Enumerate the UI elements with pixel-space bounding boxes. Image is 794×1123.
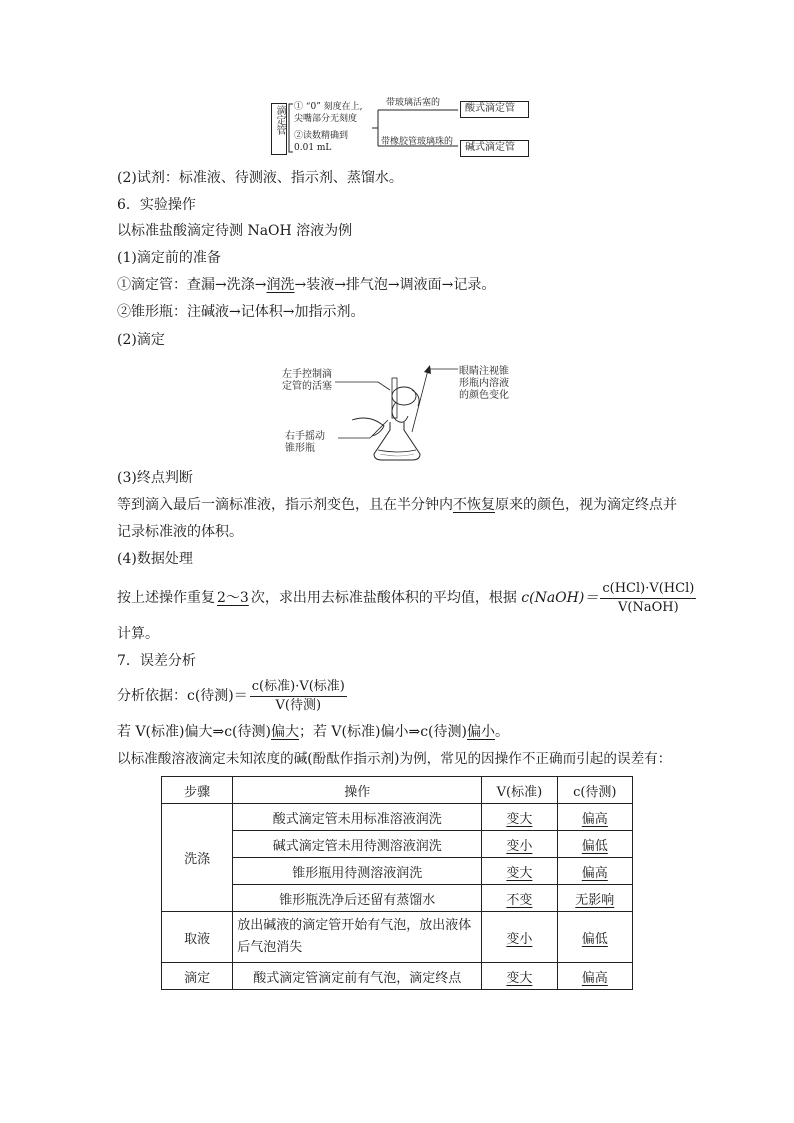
data-processing-line (117, 578, 698, 618)
c-cell: 偏低 (557, 912, 632, 963)
endpoint-1b: 不恢复 (453, 497, 495, 513)
feature2-line1: ②读数精确到 (294, 131, 349, 141)
c-cell: 偏高 (557, 858, 632, 885)
v-cell: 变小 (482, 912, 557, 963)
v-cell: 不变 (482, 885, 557, 912)
endpoint-1a: 等到滴入最后一滴标准液，指示剂变色，且在半分钟内 (117, 497, 453, 513)
feature1-line1: ① “0” 刻度在上, (294, 102, 363, 112)
titration-illustration (330, 360, 460, 465)
fig-label-left-top-2: 定管的活塞 (282, 381, 332, 392)
step-cell: 洗涤 (162, 804, 233, 912)
if-d: 偏小 (466, 724, 495, 740)
table-intro-line: 以标准酸溶液滴定未知浓度的碱(酚酞作指示剂)为例，常见的因操作不正确而引起的误差有： (117, 751, 672, 767)
operation-cell: 锥形瓶洗净后还留有蒸馏水 (233, 885, 482, 912)
table-row (162, 885, 633, 912)
header-v-standard: V(标准) (482, 777, 557, 804)
endpoint-line-2: 记录标准液的体积。 (117, 524, 243, 540)
v-cell: 变大 (482, 858, 557, 885)
fig-label-left-bottom-2: 锥形瓶 (285, 443, 315, 454)
reagents-line: (2)试剂：标准液、待测液、指示剂、蒸馏水。 (117, 170, 403, 186)
naoh-formula-lhs: c(NaOH)＝ (521, 590, 599, 606)
section6-heading: 6．实验操作 (117, 197, 196, 213)
header-c-sample: c(待测) (557, 777, 632, 804)
branch-bottom-label: 带橡胶管玻璃珠的 (381, 137, 454, 147)
data-a: 按上述操作重复 (117, 590, 215, 606)
if-c: ；若 V(标准)偏小⇒c(待测) (298, 724, 467, 740)
operation-cell: 酸式滴定管未用标准溶液润洗 (233, 804, 482, 831)
c-cell: 无影响 (557, 885, 632, 912)
naoh-formula-fraction (600, 581, 696, 616)
data-c: 次，求出用去标准盐酸体积的平均值，根据 (250, 590, 517, 606)
naoh-formula-den: V(NaOH) (618, 599, 679, 615)
burette-steps-b: 润洗 (266, 277, 295, 293)
endpoint-line-1 (117, 495, 677, 515)
header-operation: 操作 (233, 777, 482, 804)
titration-heading: (2)滴定 (117, 332, 165, 348)
diagram-root-label: 滴定管 (274, 105, 285, 135)
section7-heading: 7．误差分析 (117, 653, 196, 669)
basis-a: 分析依据： (117, 688, 187, 704)
operation-cell: 碱式滴定管未用待测溶液润洗 (233, 831, 482, 858)
operation-cell: 酸式滴定管滴定前有气泡，滴定终点 (233, 963, 482, 990)
branch-top-label: 带玻璃活塞的 (386, 98, 441, 108)
feature2-line2: 0.01 mL (294, 143, 332, 153)
table-row (162, 804, 633, 831)
burette-steps (117, 275, 495, 295)
v-cell: 变小 (482, 831, 557, 858)
table-row (162, 912, 633, 963)
if-b: 偏大 (270, 724, 299, 740)
basis-lhs: c(待测)＝ (187, 688, 248, 704)
fig-label-right-3: 的颜色变化 (459, 390, 509, 401)
v-cell: 变大 (482, 963, 557, 990)
basis-fraction (250, 679, 347, 714)
fig-label-right-1: 眼睛注视锥 (459, 366, 509, 377)
table-row (162, 831, 633, 858)
burette-steps-c: →装液→排气泡→调液面→记录。 (294, 277, 496, 293)
prep-heading: (1)滴定前的准备 (117, 250, 221, 266)
c-cell: 偏低 (557, 831, 632, 858)
fig-label-left-bottom-1: 右手摇动 (285, 431, 325, 442)
result-top-label: 酸式滴定管 (465, 103, 515, 114)
operation-cell: 放出碱液的滴定管开始有气泡，放出液体后气泡消失 (233, 912, 482, 963)
basis-den: V(待测) (275, 697, 322, 713)
v-cell: 变大 (482, 804, 557, 831)
fig-label-right-2: 形瓶内溶液 (459, 378, 509, 389)
basis-line (117, 676, 349, 716)
naoh-formula-num: c(HCl)·V(HCl) (600, 581, 696, 599)
example-line: 以标准盐酸滴定待测 NaOH 溶液为例 (117, 223, 353, 239)
c-cell: 偏高 (557, 963, 632, 990)
flask-steps: ②锥形瓶：注碱液→记体积→加指示剂。 (117, 304, 365, 320)
table-row (162, 963, 633, 990)
table-row (162, 858, 633, 885)
if-a: 若 V(标准)偏大⇒c(待测) (117, 724, 271, 740)
endpoint-heading: (3)终点判断 (117, 470, 193, 486)
data-heading: (4)数据处理 (117, 551, 193, 567)
basis-num: c(标准)·V(标准) (250, 679, 347, 697)
data-b: 2～3 (217, 590, 249, 606)
endpoint-1c: 原来的颜色，视为滴定终点并 (495, 497, 677, 513)
feature1-line2: 尖嘴部分无刻度 (294, 114, 358, 124)
burette-steps-a: ①滴定管：查漏→洗涤→ (117, 277, 267, 293)
error-analysis-table (161, 776, 633, 990)
deviation-rule-line (117, 722, 509, 742)
step-cell: 取液 (162, 912, 233, 963)
operation-cell: 锥形瓶用待测溶液润洗 (233, 858, 482, 885)
step-cell: 滴定 (162, 963, 233, 990)
c-cell: 偏高 (557, 804, 632, 831)
header-step: 步骤 (162, 777, 233, 804)
fig-label-left-top-1: 左手控制滴 (282, 369, 332, 380)
result-bottom-label: 碱式滴定管 (465, 142, 515, 153)
if-e: 。 (494, 724, 509, 740)
table-header-row (162, 777, 633, 804)
calc-line: 计算。 (117, 626, 159, 642)
